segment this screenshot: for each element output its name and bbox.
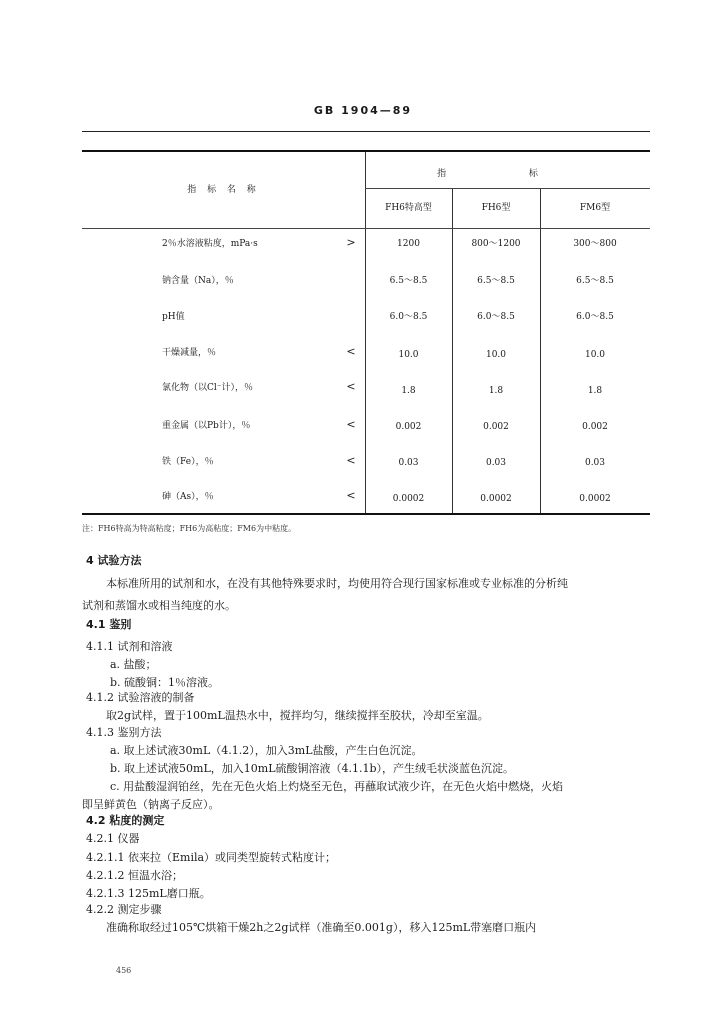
row-value: 6.5～8.5 xyxy=(389,276,428,286)
row-value: 0.0002 xyxy=(480,494,512,504)
document-code: GB 1904—89 xyxy=(313,104,413,117)
section-heading: 4.2 粘度的测定 xyxy=(86,814,165,827)
row-value: 1.8 xyxy=(488,386,504,396)
subsection-heading: 4.2.1.2 恒温水浴； xyxy=(86,869,183,882)
type-header: FH6型 xyxy=(481,203,511,213)
subsection-heading: 4.2.1.3 125mL磨口瓶。 xyxy=(86,887,211,900)
row-name: 2％水溶液粘度，mPa·s xyxy=(162,239,258,249)
paragraph-line: 本标准所用的试剂和水，在没有其他特殊要求时，均使用符合现行国家标准或专业标准的分析纯 xyxy=(106,577,568,590)
list-item: a. 取上述试液30mL（4.1.2），加入3mL盐酸，产生白色沉淀。 xyxy=(110,744,423,757)
row-value: 800～1200 xyxy=(471,239,521,249)
subsection-heading: 4.2.2 测定步骤 xyxy=(86,903,162,916)
table-rule xyxy=(82,228,650,229)
row-name: 重金属（以Pb计），％ xyxy=(162,421,251,431)
row-value: 10.0 xyxy=(485,350,507,360)
subsection-heading: 4.2.1 仪器 xyxy=(86,832,140,845)
row-value: 10.0 xyxy=(398,350,419,360)
header-rule xyxy=(82,131,650,132)
row-value: 1.8 xyxy=(587,386,603,396)
section-heading: 4.1 鉴别 xyxy=(86,618,132,631)
row-name: 钠含量（Na），％ xyxy=(162,276,234,286)
row-value: 0.0002 xyxy=(392,494,425,504)
row-operator: < xyxy=(346,345,356,358)
list-item: b. 硫酸铜：1％溶液。 xyxy=(110,676,220,689)
row-value: 0.03 xyxy=(584,458,606,468)
type-header: FH6特高型 xyxy=(385,203,432,213)
page-number: 456 xyxy=(116,966,132,975)
row-value: 0.0002 xyxy=(579,494,611,504)
spec-table xyxy=(82,150,650,515)
paragraph-line: 准确称取经过105℃烘箱干燥2h之2g试样（准确至0.001g），移入125mL带塞磨口瓶内 xyxy=(106,921,537,934)
table-rule xyxy=(365,188,650,189)
row-value: 0.03 xyxy=(398,458,419,468)
row-name: 铁（Fe），％ xyxy=(162,457,214,467)
column-header-name: 指 标 名 称 xyxy=(187,185,260,195)
row-value: 0.002 xyxy=(395,422,422,432)
row-operator: > xyxy=(346,236,356,249)
row-value: 0.03 xyxy=(485,458,507,468)
subsection-heading: 4.1.3 鉴别方法 xyxy=(86,726,162,739)
paragraph-line: 即呈鲜黄色（钠离子反应）。 xyxy=(82,798,220,811)
row-name: 干燥减量，％ xyxy=(162,348,217,358)
table-note: 注：FH6特高为特高粘度；FH6为高粘度；FM6为中粘度。 xyxy=(82,524,297,533)
type-header: FM6型 xyxy=(579,203,611,213)
column-header-index: 指 标 xyxy=(437,169,578,179)
row-value: 300～800 xyxy=(573,239,617,249)
row-value: 6.0～8.5 xyxy=(389,312,428,322)
row-value: 0.002 xyxy=(582,422,608,432)
row-value: 1.8 xyxy=(401,386,416,396)
row-value: 6.0～8.5 xyxy=(477,312,515,322)
row-name: 砷（As），％ xyxy=(162,492,214,502)
row-operator: < xyxy=(346,380,356,393)
list-item: a. 盐酸； xyxy=(110,658,157,671)
subsection-heading: 4.1.1 试剂和溶液 xyxy=(86,640,173,653)
row-value: 6.0～8.5 xyxy=(576,312,614,322)
section-heading: 4 试验方法 xyxy=(86,554,142,567)
list-item: b. 取上述试液50mL，加入10mL硫酸铜溶液（4.1.1b），产生绒毛状淡蓝色沉淀。 xyxy=(110,762,515,775)
row-name: pH值 xyxy=(162,312,185,322)
subsection-heading: 4.2.1.1 依来拉（Emila）或同类型旋转式粘度计； xyxy=(86,851,337,864)
row-value: 1200 xyxy=(397,239,420,249)
paragraph-line: 试剂和蒸馏水或相当纯度的水。 xyxy=(82,599,236,612)
paragraph-line: 取2g试样，置于100mL温热水中，搅拌均匀，继续搅拌至胶状，冷却至室温。 xyxy=(106,709,489,722)
subsection-heading: 4.1.2 试验溶液的制备 xyxy=(86,691,195,704)
row-value: 10.0 xyxy=(584,350,606,360)
row-value: 6.5～8.5 xyxy=(576,276,614,286)
row-value: 0.002 xyxy=(483,422,509,432)
row-operator: < xyxy=(346,489,356,502)
row-name: 氯化物（以Cl⁻计），％ xyxy=(162,383,254,393)
list-item: c. 用盐酸湿润铂丝，先在无色火焰上灼烧至无色，再蘸取试液少许，在无色火焰中燃烧，火焰 xyxy=(110,780,564,793)
row-operator: < xyxy=(346,454,356,467)
row-value: 6.5～8.5 xyxy=(477,276,515,286)
row-operator: < xyxy=(346,418,356,431)
